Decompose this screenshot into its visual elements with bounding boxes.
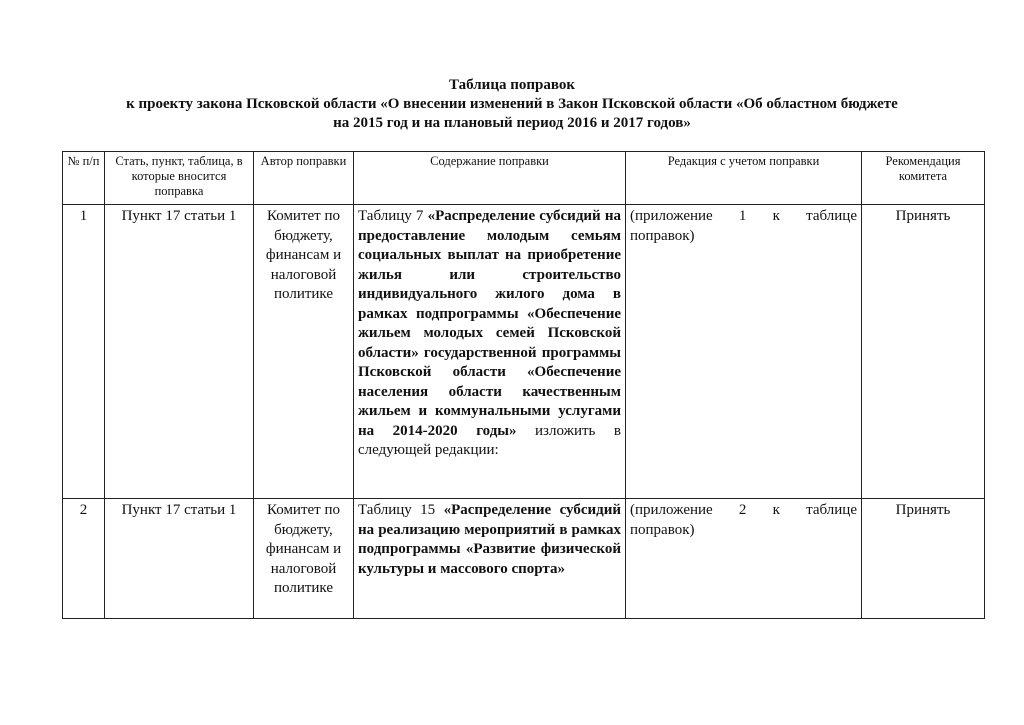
document-title — [40, 76, 984, 133]
content-prefix: Таблицу 7 — [358, 208, 428, 224]
title-line-3: на 2015 год и на плановый период 2016 и 2017 годов» — [333, 115, 691, 131]
content-prefix: Таблицу 15 — [358, 502, 444, 518]
row-content — [354, 205, 626, 499]
header-edition: Редакция с учетом поправки — [626, 152, 862, 205]
header-content: Содержание поправки — [354, 152, 626, 205]
header-num: № п/п — [63, 152, 105, 205]
row-author: Комитет по бюджету, финансам и налоговой политике — [254, 499, 354, 619]
title-line-2: к проекту закона Псковской области «О внесении изменений в Закон Псковской области «Об областном бюджете — [126, 96, 898, 112]
table-row — [63, 499, 985, 619]
header-article: Стать, пункт, таблица, в которые вносится поправка — [105, 152, 254, 205]
table-header-row — [63, 152, 985, 205]
row-num: 2 — [63, 499, 105, 619]
header-recommendation: Рекомендация комитета — [862, 152, 985, 205]
row-author: Комитет по бюджету, финансам и налоговой политике — [254, 205, 354, 499]
row-recommendation: Принять — [862, 205, 985, 499]
row-article: Пункт 17 статьи 1 — [105, 499, 254, 619]
row-edition: (приложение 1 к таблице поправок) — [626, 205, 862, 499]
row-article: Пункт 17 статьи 1 — [105, 205, 254, 499]
content-suffix: изложить в следующей редакции: — [358, 422, 621, 458]
header-author: Автор поправки — [254, 152, 354, 205]
amendments-table — [62, 151, 985, 619]
row-recommendation: Принять — [862, 499, 985, 619]
row-content — [354, 499, 626, 619]
content-bold: «Распределение субсидий на реализацию мероприятий в рамках подпрограммы «Развитие физической культуры и массового спорта» — [358, 502, 621, 577]
table-row — [63, 205, 985, 499]
content-bold: «Распределение субсидий на предоставление молодым семьям социальных выплат на приобретение жилья или строительство индивидуального жилого дома в рамках подпрограммы «Обеспечение жильем молодых семей Псковской области» государственной программы Псковской области «Обеспечение населения области качественным жильем и коммунальными услугами на 2014-2020 годы» — [358, 208, 622, 439]
title-line-1: Таблица поправок — [449, 77, 575, 93]
row-edition: (приложение 2 к таблице поправок) — [626, 499, 862, 619]
row-num: 1 — [63, 205, 105, 499]
